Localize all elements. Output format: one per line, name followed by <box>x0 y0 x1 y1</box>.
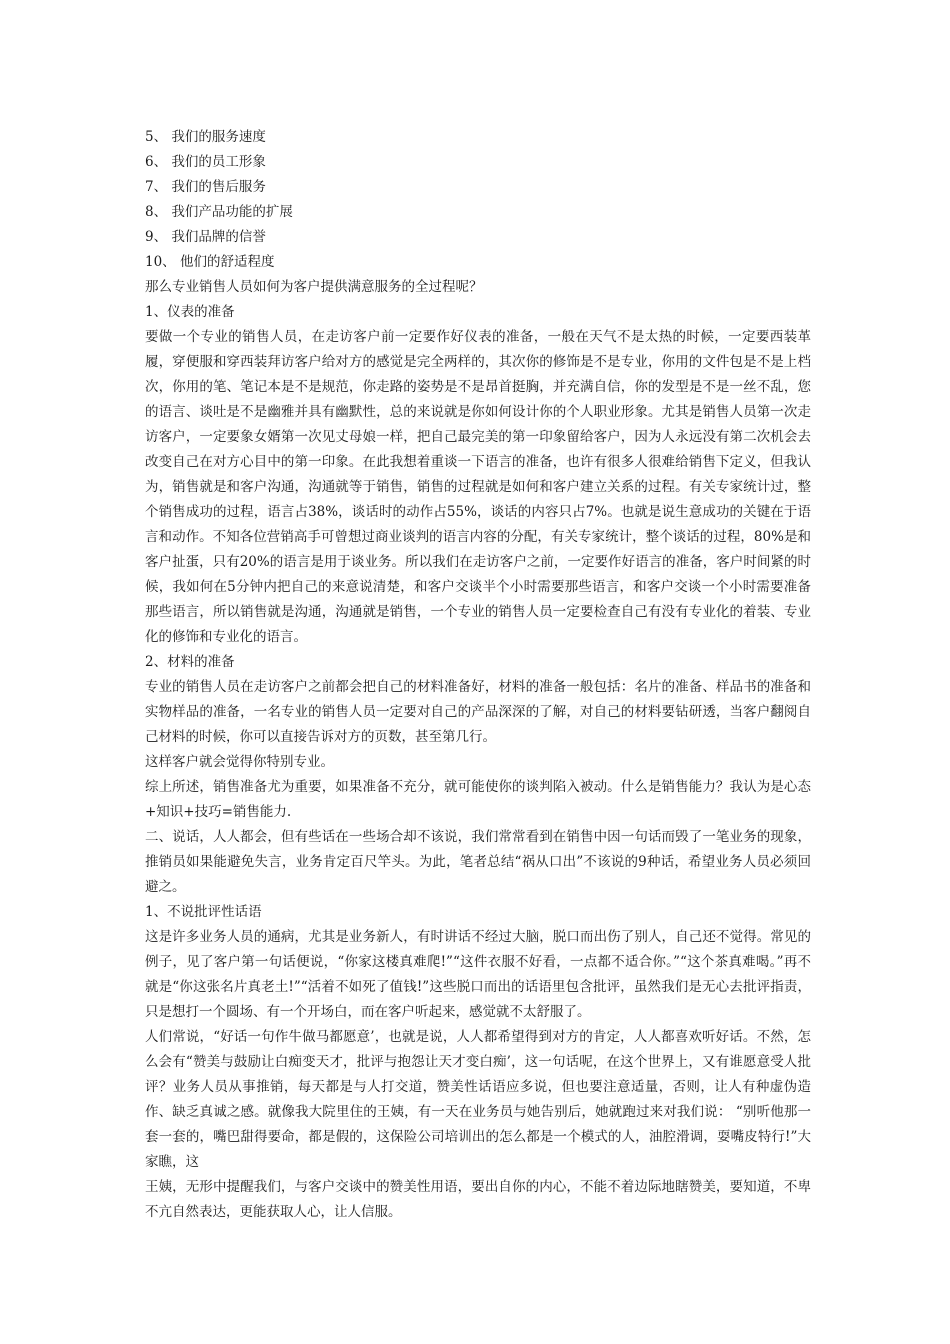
list-item: 7、 我们的售后服务 <box>145 179 266 195</box>
list-item: 6、 我们的员工形象 <box>145 154 266 170</box>
list-item: 10、 他们的舒适程度 <box>145 254 275 270</box>
body-paragraph: 综上所述，销售准备尤为重要，如果准备不充分，就可能使你的谈判陷入被动。什么是销售能力？我认为是心态+知识+技巧=销售能力. <box>145 779 811 820</box>
body-paragraph: 要做一个专业的销售人员，在走访客户前一定要作好仪表的准备，一般在天气不是太热的时候，一定要西装革履，穿便服和穿西装拜访客户给对方的感觉是完全两样的，其次你的修饰是不是专业，你用的文件包是不是上档次，你用的笔、笔记本是不是规范，你走路的姿势是不是昂首挺胸，并充满自信，你的发型是不是一丝不乱，您的语言、谈吐是不是幽雅并具有幽默性，总的来说就是你如何设计你的个人职业形象。尤其是销售人员第一次走访客户，一定要象女婿第一次见丈母娘一样，把自己最完美的第一印象留给客户，因为人永远没有第二次机会去改变自己在对方心目中的第一印象。在此我想着重谈一下语言的准备，也许有很多人很难给销售下定义，但我认为，销售就是和客户沟通，沟通就等于销售，销售的过程就是如何和客户建立关系的过程。有关专家统计过，整个销售成功的过程，语言占38%，谈话时的动作占55%，谈话的内容只占7%。也就是说生意成功的关键在于语言和动作。不知各位营销高手可曾想过商业谈判的语言内容的分配，有关专家统计，整个谈话的过程，80%是和客户扯蛋，只有20%的语言是用于谈业务。所以我们在走访客户之前，一定要作好语言的准备，客户时间紧的时候，我如何在5分钟内把自己的来意说清楚，和客户交谈半个小时需要那些语言，和客户交谈一个小时需要准备那些语言，所以销售就是沟通，沟通就是销售，一个专业的销售人员一定要检查自己有没有专业化的着装、专业化的修饰和专业化的语言。 <box>145 329 811 645</box>
section-heading: 1、仪表的准备 <box>145 304 235 320</box>
section-heading: 1、不说批评性话语 <box>145 904 262 920</box>
list-item: 9、 我们品牌的信誉 <box>145 229 266 245</box>
body-paragraph: 专业的销售人员在走访客户之前都会把自己的材料准备好，材料的准备一般包括：名片的准备、样品书的准备和实物样品的准备，一名专业的销售人员一定要对自己的产品深深的了解，对自己的材料要钻研透，当客户翻阅自己材料的时候，你可以直接告诉对方的页数，甚至第几行。 <box>145 679 811 745</box>
list-item: 8、 我们产品功能的扩展 <box>145 204 293 220</box>
section-heading: 2、材料的准备 <box>145 654 235 670</box>
body-paragraph: 王姨，无形中提醒我们，与客户交谈中的赞美性用语，要出自你的内心，不能不着边际地瞎赞美，要知道，不卑不亢自然表达，更能获取人心，让人信服。 <box>145 1179 811 1220</box>
body-paragraph: 二、说话，人人都会，但有些话在一些场合却不该说，我们常常看到在销售中因一句话而毁了一笔业务的现象，推销员如果能避免失言，业务肯定百尺竿头。为此，笔者总结“祸从口出”不该说的9种话，希望业务人员必须回避之。 <box>145 829 811 895</box>
list-item: 5、 我们的服务速度 <box>145 129 266 145</box>
body-line: 这样客户就会觉得你特别专业。 <box>145 754 334 770</box>
question-line: 那么专业销售人员如何为客户提供满意服务的全过程呢？ <box>145 279 483 295</box>
body-paragraph: 人们常说，“好话一句作牛做马都愿意’，也就是说，人人都希望得到对方的肯定，人人都喜欢听好话。不然，怎么会有“赞美与鼓励让白痴变天才，批评与抱怨让天才变白痴’，这一句话呢，在这个世界上，又有谁愿意受人批评？业务人员从事推销，每天都是与人打交道，赞美性话语应多说，但也要注意适量，否则，让人有种虚伪造作、缺乏真诚之感。就像我大院里住的王姨，有一天在业务员与她告别后，她就跑过来对我们说： “别听他那一套一套的，嘴巴甜得要命，都是假的，这保险公司培训出的怎么都是一个模式的人，油腔滑调，耍嘴皮特行!”大家瞧，这 <box>145 1029 811 1170</box>
body-paragraph: 这是许多业务人员的通病，尤其是业务新人，有时讲话不经过大脑，脱口而出伤了别人，自己还不觉得。常见的例子，见了客户第一句话便说，“你家这楼真难爬!”“这件衣服不好看，一点都不适合你。”“这个茶真难喝。”再不就是“你这张名片真老土!”“活着不如死了值钱!”这些脱口而出的话语里包含批评，虽然我们是无心去批评指责，只是想打一个圆场、有一个开场白，而在客户听起来，感觉就不太舒服了。 <box>145 929 811 1020</box>
document-page <box>145 125 811 1225</box>
